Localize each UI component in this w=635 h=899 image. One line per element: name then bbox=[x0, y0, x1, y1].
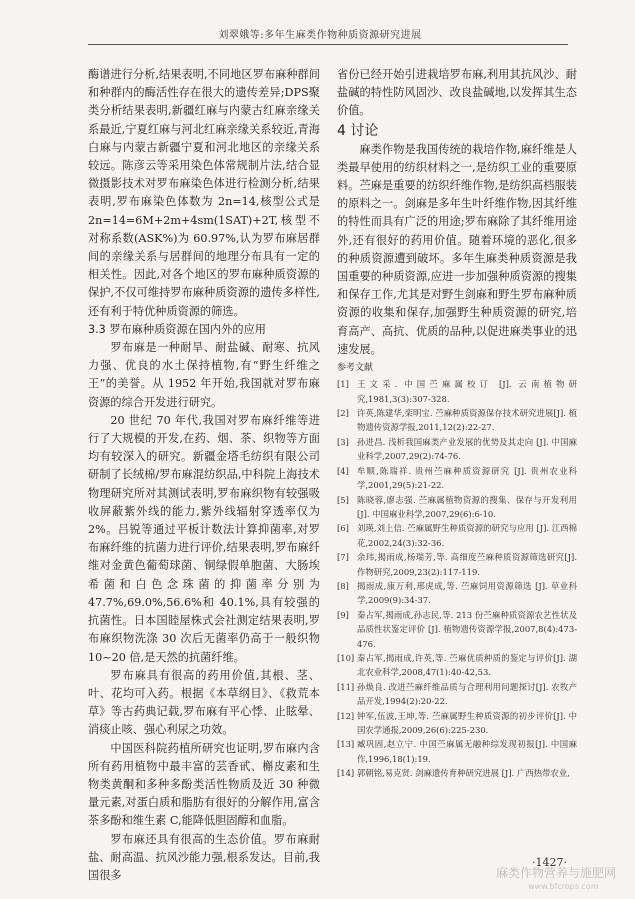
reference-number: [8] bbox=[337, 580, 349, 591]
reference-number: [5] bbox=[337, 494, 349, 505]
reference-text: 臧巩固,赵立宁. 中国苎麻属无融种综发现初报[J]. 中国麻作,1996,18(1):19. bbox=[357, 739, 577, 764]
reference-item bbox=[337, 579, 577, 608]
watermark-text: 麻类作物营养与施肥网 bbox=[496, 866, 617, 880]
reference-number: [13] bbox=[337, 739, 355, 750]
reference-item bbox=[337, 550, 577, 579]
reference-text: 郭朝铭,易克贤. 剑麻遗传育种研究进展 [J]. 广西热带农业, bbox=[357, 768, 570, 779]
reference-number: [3] bbox=[337, 436, 349, 447]
reference-item bbox=[337, 406, 577, 435]
reference-number: [4] bbox=[337, 465, 349, 476]
left-paragraph-6: 罗布麻还具有很高的生态价值。罗布麻耐盐、耐高温、抗风沙能力强,根系发达。目前,我国很多 bbox=[88, 832, 320, 882]
reference-text: 牟顺,陈瑞祥. 贵州苎麻种质资源研究 [J]. 贵州农业科学,2001,29(5):21-22. bbox=[357, 465, 577, 491]
reference-text: 陈晓蓉,廖志强. 苎麻属植物资源的搜集、保存与开发利用[J]. 中国麻业科学,2007,29(6):6-10. bbox=[357, 494, 577, 519]
watermark-url: www.bfcrops.com bbox=[528, 882, 599, 891]
running-header: 刘翠娥等:多年生麻类作物种质资源研究进展 bbox=[218, 30, 422, 41]
reference-item bbox=[337, 608, 577, 651]
reference-text: 揭雨成,康万利,邢虎成,等. 苎麻饲用资源筛选 [J]. 草业科学,2009(9):34-37. bbox=[357, 580, 577, 606]
reference-text: 钟军,伍波,王坤,等. 苎麻属野生种质资源的初步评价[J]. 中国农学通报,2009,26(6):225-230. bbox=[357, 710, 577, 735]
header-rule bbox=[88, 44, 568, 45]
reference-number: [9] bbox=[337, 609, 349, 620]
reference-item bbox=[337, 464, 577, 493]
reference-number: [1] bbox=[337, 379, 349, 390]
reference-number: [7] bbox=[337, 552, 349, 563]
right-paragraph-1: 省份已经开始引进栽培罗布麻,利用其抗风沙、耐盐碱的特性防风固沙、改良盐碱地,以发挥其生态价值。 bbox=[337, 68, 577, 118]
subsection-heading: 3.3 罗布麻种质资源在国内外的应用 bbox=[88, 322, 266, 336]
reference-number: [14] bbox=[337, 768, 355, 779]
left-paragraph-5: 中国医科院药植所研究也证明,罗布麻内含所有药用植物中最丰富的芸香甙、槲皮素和生物类黄酮和多种多酚类活性物质及近 30 种微量元素,对蛋白质和脂肪有很好的分解作用,富含茶多酚和维生素 C,能降低胆固醇和血脂。 bbox=[88, 741, 320, 828]
reference-number: [11] bbox=[337, 681, 355, 692]
reference-text: 孙进昌. 浅析我国麻类产业发展的优势及其走向 [J]. 中国麻业科学,2007,29(2):74-76. bbox=[357, 436, 577, 462]
left-paragraph-3: 20 世纪 70 年代,我国对罗布麻纤维等进行了大规模的开发,在药、烟、茶、织物等方面均有较深入的研究。新疆金塔毛纺织有限公司研制了长绒棉/罗布麻混纺织品,中科院上海技术物理研究所对其测试表明,罗布麻织物有较强吸收屏蔽紫外线的能力,紫外线辐射穿透率仅为 2%。吕锐等通过平板计数法计算抑菌率,对罗布麻纤维的抗菌力进行评价,结果表明,罗布麻纤维对金黄色葡萄球菌、铜绿假单胞菌、大肠埃希菌和白色念珠菌的抑菌率分别为 47.7%,69.0%,56.6%和 40.1%,具有较强的抗菌性。日本国睦屋株式会社测定结果表明,罗布麻织物洗涤 30 次后无菌率仍高于一般织物 10~20 倍,是天然的抗菌纤维。 bbox=[88, 413, 320, 664]
left-paragraph-2: 罗布麻是一种耐旱、耐盐碱、耐寒、抗风力强、优良的水土保持植物,有“野生纤维之王”的美誉。从 1952 年开始,我国就对罗布麻资源的综合开发进行研究。 bbox=[88, 341, 320, 409]
right-column bbox=[337, 66, 577, 781]
reference-text: 王文采. 中国苎麻属校订 [J]. 云南植物研究,1981,3(3):307-328. bbox=[357, 379, 577, 404]
reference-number: [6] bbox=[337, 523, 349, 534]
reference-text: 刘瑛,刘上信. 苎麻属野生种质资源的研究与应用 [J]. 江西棉花,2002,24(3):32-36. bbox=[357, 523, 577, 548]
reference-text: 孙焕良. 改进苎麻纤维品质与合理利用问题探讨[J]. 农牧产品开发,1994(2):20-22. bbox=[357, 681, 577, 707]
reference-item bbox=[337, 709, 577, 738]
reference-item bbox=[337, 680, 577, 709]
reference-number: [12] bbox=[337, 710, 355, 721]
left-column bbox=[88, 66, 320, 885]
left-paragraph-1: 酶谱进行分析,结果表明,不同地区罗布麻种群间和种群内的酶活性存在很大的遗传差异;DPS聚类分析结果表明,新疆红麻与内蒙古红麻亲缘关系最近,宁夏红麻与河北红麻亲缘关系较近,青海白麻与内蒙古新疆宁夏和河北地区的亲缘关系较远。陈彦云等采用染色体常规制片法,结合显微摄影技术对罗布麻染色体进行检测分析,结果表明,罗布麻染色体数为 2n=14,核型公式是 2n=14=6M+2m+4sm(1SAT)+2T,核型不对称系数(ASK%)为 60.97%,认为罗布麻居群间的亲缘关系与居群间的地理分布具有一定的相关性。因此,对各个地区的罗布麻种质资源的保护,不仅可维持罗布麻种质资源的遗传多样性,还有利于特优种质资源的筛选。 bbox=[88, 68, 320, 318]
reference-item bbox=[337, 521, 577, 550]
reference-item bbox=[337, 651, 577, 680]
references-list bbox=[337, 377, 577, 780]
reference-item bbox=[337, 737, 577, 766]
right-paragraph-2: 麻类作物是我国传统的栽培作物,麻纤维是人类最早使用的纺织材料之一,是纺织工业的重要原料。苎麻是重要的纺织纤维作物,是纺织高档服装的原料之一。剑麻是多年生叶纤维作物,因其纤维的特性而具有广泛的用途;罗布麻除了其纤维用途外,还有很好的药用价值。随着环境的恶化,很多的种质资源遭到破坏。多年生麻类种质资源是我国重要的种质资源,应进一步加强种质资源的搜集和保存工作,尤其是对野生剑麻和野生罗布麻种质资源的收集和保存,加强野生种质资源的研究,培育高产、高抗、优质的品种,以促进麻类事业的迅速发展。 bbox=[337, 142, 577, 356]
reference-text: 秦占军,揭雨成,孙志民,等. 213 份苎麻种质资源农艺性状及品质性状鉴定评价 [J]. 植物遗传资源学报,2007,8(4):473-476. bbox=[357, 609, 577, 649]
reference-text: 许英,陈建华,栾明宝. 苎麻种质资源保存技术研究进展[J]. 植物遗传资源学报,2011,12(2):22-27. bbox=[357, 408, 577, 433]
reference-text: 余玮,揭雨成,杨瑞芳,等. 高细度苎麻种质资源筛选研究[J]. 作物研究,2009,23(2):117-119. bbox=[357, 552, 577, 577]
reference-item bbox=[337, 766, 577, 780]
reference-number: [2] bbox=[337, 408, 349, 419]
left-paragraph-4: 罗布麻具有很高的药用价值,其根、茎、叶、花均可入药。根据《本草纲目》、《救荒本草》等古药典记载,罗布麻有平心悸、止眩晕、消痰止咳、强心利尿之功效。 bbox=[88, 668, 320, 737]
reference-number: [10] bbox=[337, 652, 355, 663]
reference-item bbox=[337, 377, 577, 406]
reference-item bbox=[337, 435, 577, 464]
page-number: ·1427· bbox=[532, 856, 567, 869]
references-title: 参考文献 bbox=[337, 363, 374, 374]
section-heading: 4 讨论 bbox=[337, 122, 379, 139]
reference-text: 秦占军,揭雨成,许英,等. 苎麻优质种质的鉴定与评价[J]. 湖北农业科学,2008,47(1):40-42,53. bbox=[357, 652, 577, 678]
reference-item bbox=[337, 493, 577, 522]
